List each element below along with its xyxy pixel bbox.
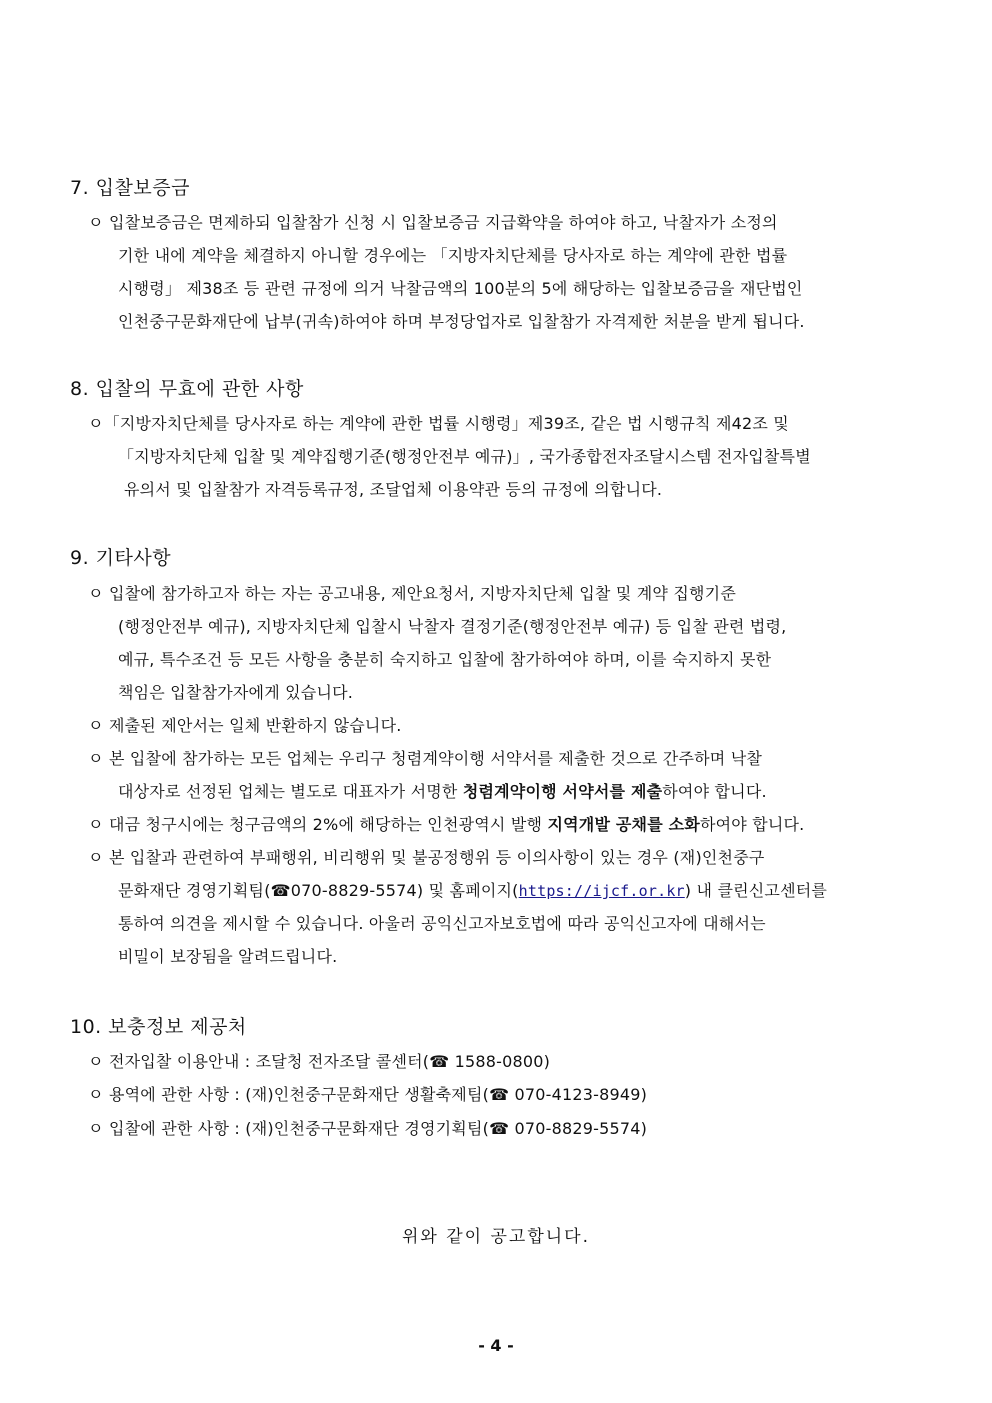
section-9-text: 책임은 입찰참가자에게 있습니다.	[118, 683, 354, 702]
section-7-heading: 7. 입찰보증금	[70, 177, 190, 199]
section-10-heading: 10. 보충정보 제공처	[70, 1016, 247, 1038]
section-7-text: 기한 내에 계약을 체결하지 아니할 경우에는 「지방자치단체를 당사자로 하는 계약에 관한 법률	[118, 246, 788, 265]
section-9-bullet-5: ㅇ 본 입찰과 관련하여 부패행위, 비리행위 및 불공정행위 등 이의사항이 있는 경우 (재)인천중구	[88, 848, 765, 867]
section-8-heading: 8. 입찰의 무효에 관한 사항	[70, 378, 304, 400]
section-9-bullet-3: ㅇ 본 입찰에 참가하는 모든 업체는 우리구 청렴계약이행 서약서를 제출한 것으로 간주하며 낙찰	[88, 749, 763, 768]
homepage-link[interactable]: https://ijcf.or.kr	[518, 882, 685, 900]
section-9-bullet-4	[88, 812, 804, 835]
page-number: - 4 -	[478, 1336, 514, 1355]
emphasis-text: 지역개발 공채를 소화	[547, 815, 700, 834]
section-7-text: 인천중구문화재단에 납부(귀속)하여야 하며 부정당업자로 입찰참가 자격제한 처분을 받게 됩니다.	[118, 312, 805, 331]
text-span: 문화재단 경영기획팀(☎070-8829-5574) 및 홈페이지(	[118, 881, 519, 900]
emphasis-text: 청렴계약이행 서약서를 제출	[462, 782, 663, 801]
section-8-text: 「지방자치단체 입찰 및 계약집행기준(행정안전부 예규)」, 국가종합전자조달시스템 전자입찰특별	[118, 447, 811, 466]
text-span: 하여야 합니다.	[699, 815, 805, 834]
section-9-text: 비밀이 보장됨을 알려드립니다.	[118, 947, 338, 966]
section-10-bullet-3: ㅇ 입찰에 관한 사항 : (재)인천중구문화재단 경영기획팀(☎ 070-8829-5574)	[88, 1119, 648, 1138]
section-7-bullet: ㅇ 입찰보증금은 면제하되 입찰참가 신청 시 입찰보증금 지급확약을 하여야 하고, 낙찰자가 소정의	[88, 213, 778, 232]
section-9-text: 예규, 특수조건 등 모든 사항을 충분히 숙지하고 입찰에 참가하여야 하며, 이를 숙지하지 못한	[118, 650, 772, 669]
section-9-text: (행정안전부 예규), 지방자치단체 입찰시 낙찰자 결정기준(행정안전부 예규) 등 입찰 관련 법령,	[118, 617, 787, 636]
section-9-bullet-2: ㅇ 제출된 제안서는 일체 반환하지 않습니다.	[88, 716, 402, 735]
text-span: 대상자로 선정된 업체는 별도로 대표자가 서명한	[118, 782, 463, 801]
section-8-bullet: ㅇ「지방자치단체를 당사자로 하는 계약에 관한 법률 시행령」제39조, 같은 법 시행규칙 제42조 및	[88, 414, 789, 433]
text-span: ㅇ 대금 청구시에는 청구금액의 2%에 해당하는 인천광역시 발행	[88, 815, 548, 834]
section-9-heading: 9. 기타사항	[70, 547, 172, 569]
text-span: 하여야 합니다.	[662, 782, 767, 801]
section-10-bullet-1: ㅇ 전자입찰 이용안내 : 조달청 전자조달 콜센터(☎ 1588-0800)	[88, 1052, 551, 1071]
section-9-text: 통하여 의견을 제시할 수 있습니다. 아울러 공익신고자보호법에 따라 공익신고자에 대해서는	[118, 914, 766, 933]
section-9-text	[118, 779, 767, 802]
closing-statement: 위와 같이 공고합니다.	[401, 1227, 590, 1247]
section-7-text: 시행령」 제38조 등 관련 규정에 의거 낙찰금액의 100분의 5에 해당하는 입찰보증금을 재단법인	[118, 279, 803, 298]
section-9-text	[118, 878, 827, 901]
text-span: ) 내 클린신고센터를	[684, 881, 828, 900]
section-10-bullet-2: ㅇ 용역에 관한 사항 : (재)인천중구문화재단 생활축제팀(☎ 070-4123-8949)	[88, 1085, 648, 1104]
section-9-bullet-1: ㅇ 입찰에 참가하고자 하는 자는 공고내용, 제안요청서, 지방자치단체 입찰 및 계약 집행기준	[88, 584, 736, 603]
section-8-text: 유의서 및 입찰참가 자격등록규정, 조달업체 이용약관 등의 규정에 의합니다.	[124, 480, 663, 499]
